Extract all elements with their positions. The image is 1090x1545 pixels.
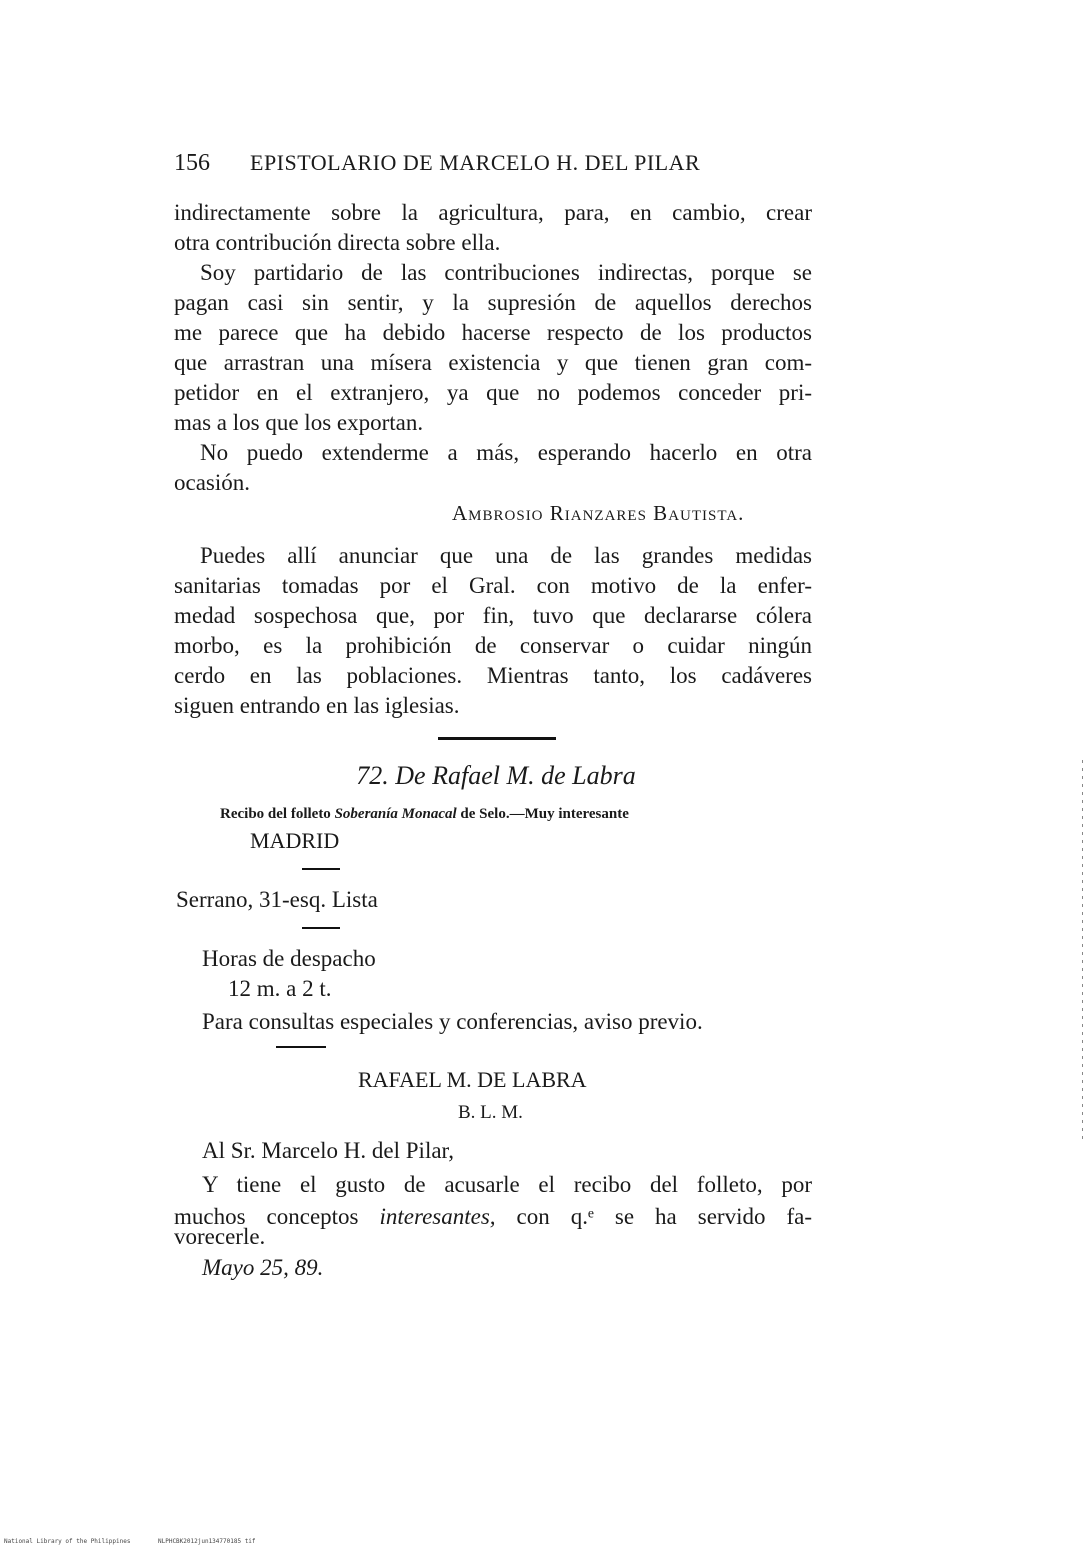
text-line: No puedo extenderme a más, esperando hacerlo en otra [200,440,812,465]
short-rule [302,868,340,870]
text-line: siguen entrando en las iglesias. [174,693,460,718]
text-line: indirectamente sobre la agricultura, para, en cambio, crear [174,200,812,225]
sender-name: RAFAEL M. DE LABRA [358,1067,587,1092]
body-text: muchos conceptos [174,1204,380,1229]
text-line: me parece que ha debido hacerse respecto de los productos [174,320,812,345]
signature: Ambrosio Rianzares Bautista. [452,501,745,525]
text-line: Puedes allí anunciar que una de las grandes medidas [200,543,812,568]
short-rule [276,1046,326,1048]
subtitle-text-end: de Selo.—Muy interesante [456,806,629,822]
running-title: EPISTOLARIO DE MARCELO H. DEL PILAR [250,150,701,175]
consultation-note: Para consultas especiales y conferencias, aviso previo. [202,1009,703,1034]
recipient-line: Al Sr. Marcelo H. del Pilar, [202,1138,455,1163]
text-line: medad sospechosa que, por fin, tuvo que declararse cólera [174,603,812,628]
page-number: 156 [174,150,210,176]
office-hours-label: Horas de despacho [202,946,376,971]
text-line: otra contribución directa sobre ella. [174,230,501,255]
text-line: cerdo en las poblaciones. Mientras tanto, los cadáveres [174,663,812,688]
section-divider [438,737,556,740]
letter-date: Mayo 25, 89. [202,1255,324,1280]
file-id: NLPHCBK2012jun134770185 tif [158,1538,256,1545]
text-line: sanitarias tomadas por el Gral. con motivo de la enfer- [174,573,812,598]
running-header [174,148,774,178]
letter-subtitle [220,799,629,829]
blm: B. L. M. [458,1102,523,1123]
library-credit: National Library of the Philippines [4,1538,131,1545]
text-line: Soy partidario de las contribuciones indirectas, porque se [200,260,812,285]
text-line: ocasión. [174,470,251,495]
text-line: morbo, es la prohibición de conservar o cuidar ningún [174,633,812,658]
scan-edge-artifact [1082,760,1083,1140]
letter-body-line: vorecerle. [174,1224,266,1249]
text-line: pagan casi sin sentir, y la supresión de aquellos derechos [174,290,812,315]
body-italic: interesantes, [379,1204,496,1229]
letterhead-address: Serrano, 31-esq. Lista [176,887,378,912]
letterhead-city: MADRID [250,828,340,853]
body-text-end: con q.ᵉ se ha servido fa- [495,1204,812,1229]
letter-body-line [174,1202,812,1232]
office-hours: 12 m. a 2 t. [228,976,332,1001]
text-line: que arrastran una mísera existencia y que tienen gran com- [174,350,812,375]
subtitle-text: Recibo del folleto [220,806,335,822]
letter-title: 72. De Rafael M. de Labra [356,761,636,790]
subtitle-italic: Soberanía Monacal [334,806,457,822]
short-rule [302,927,340,929]
text-line: petidor en el extranjero, ya que no podemos conceder pri- [174,380,812,405]
letter-body-line: Y tiene el gusto de acusarle el recibo del folleto, por [202,1172,812,1197]
text-line: mas a los que los exportan. [174,410,424,435]
